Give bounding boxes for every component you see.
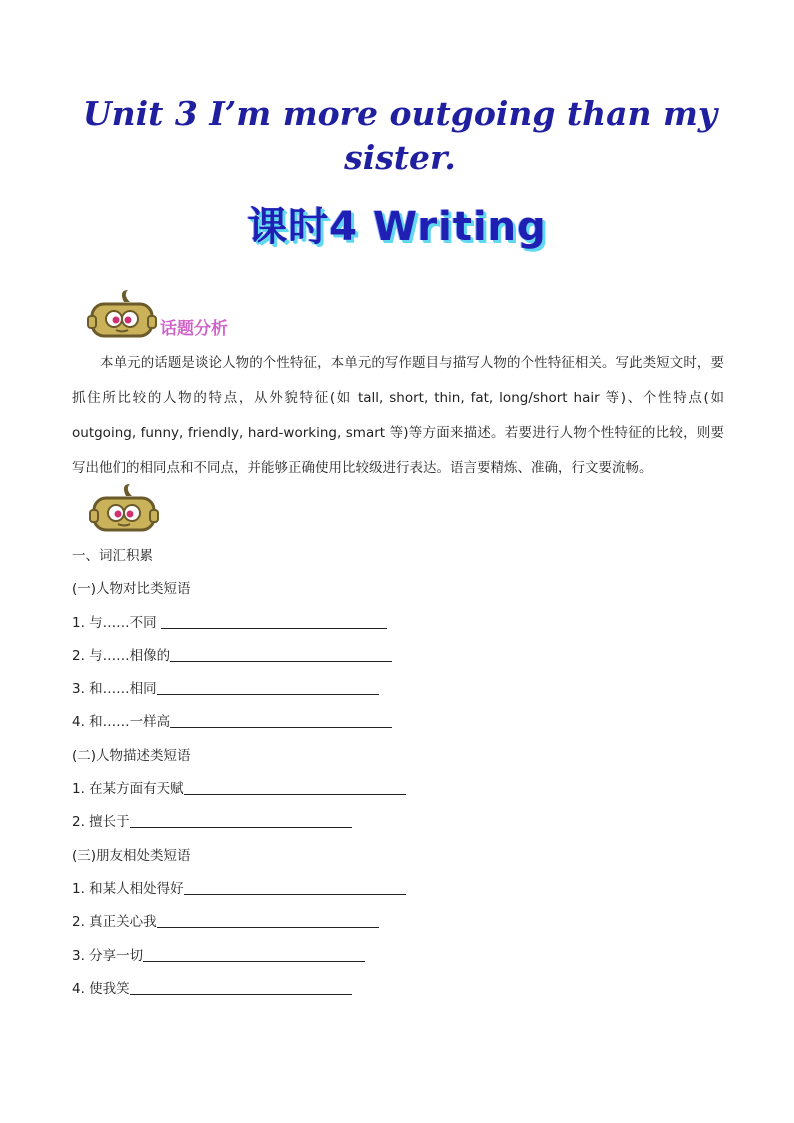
list-item: 2. 与……相像的 [72, 640, 732, 673]
answer-blank[interactable] [143, 947, 365, 962]
answer-blank[interactable] [130, 813, 352, 828]
list-item: 4. 和……一样高 [72, 706, 732, 739]
list-item: 4. 使我笑 [72, 973, 732, 1006]
mascot-icon [88, 482, 160, 538]
answer-blank[interactable] [161, 614, 387, 629]
list-item: 1. 在某方面有天赋 [72, 773, 732, 806]
title-english: Unit 3 I’m more outgoing than my sister. [82, 94, 718, 177]
topic-analysis-paragraph: 本单元的话题是谈论人物的个性特征，本单元的写作题目与描写人物的个性特征相关。写此类短文时，要抓住所比较的人物的特点，从外貌特征(如 tall, short, thin, fat, long/short hair 等)、个性特点(如 outgoing, funny, friendly, hard-working, smart 等)等方面来描述。若要进行人物个性特征的比较，则要写出他们的相同点和不同点，并能够正确使用比较级进行表达。语言要精炼、准确，行文要流畅。 [72, 355, 724, 476]
answer-blank[interactable] [157, 680, 379, 695]
list-item: 3. 分享一切 [72, 940, 732, 973]
answer-blank[interactable] [184, 880, 406, 895]
mascot-icon [86, 288, 158, 344]
title-chinese: 课时4 Writing [247, 204, 547, 250]
vocab-list [72, 540, 732, 1006]
answer-blank[interactable] [170, 713, 392, 728]
group-title: (二)人物描述类短语 [72, 747, 191, 764]
list-item: 2. 擅长于 [72, 806, 732, 839]
answer-blank[interactable] [170, 647, 392, 662]
answer-blank[interactable] [157, 913, 379, 928]
list-item: 1. 和某人相处得好 [72, 873, 732, 906]
vocab-heading: 一、词汇积累 [72, 548, 153, 564]
answer-blank[interactable] [184, 780, 406, 795]
list-item: 2. 真正关心我 [72, 906, 732, 939]
group-title: (一)人物对比类短语 [72, 581, 191, 598]
list-item: 3. 和……相同 [72, 673, 732, 706]
list-item: 1. 与……不同 [72, 607, 732, 640]
group-title: (三)朋友相处类短语 [72, 847, 191, 864]
answer-blank[interactable] [130, 980, 352, 995]
topic-analysis-heading: 话题分析 [160, 319, 228, 339]
